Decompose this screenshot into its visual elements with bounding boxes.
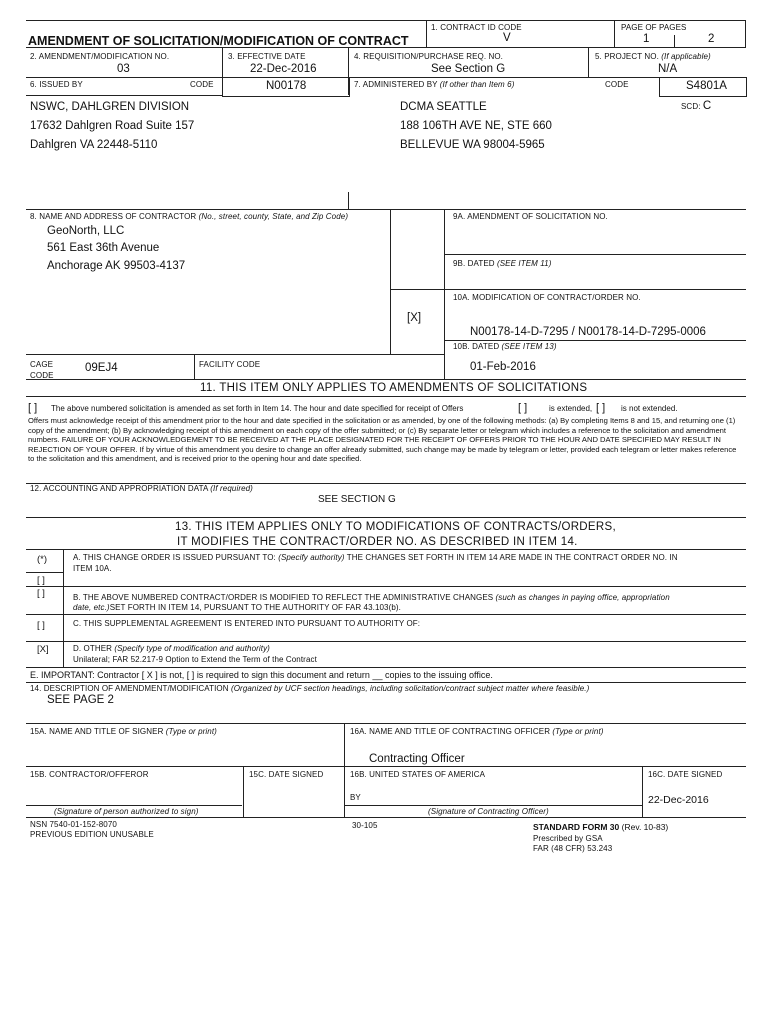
officer-signature-caption: (Signature of Contracting Officer) [428,807,549,816]
contracting-officer-value: Contracting Officer [369,753,465,765]
section-13a-text: A. THIS CHANGE ORDER IS ISSUED PURSUANT TO: (Specify authority) THE CHANGES SET FORTH IN ITEM 14 ARE MADE IN THE CONTRACT ORDER NO. IN [73,553,678,562]
section-13a-mark: (*) [37,554,48,565]
dated-10b-value: 01-Feb-2016 [470,361,536,373]
page-number: 1 [643,33,650,45]
administered-by-code: S4801A [686,80,727,92]
accounting-data-value: SEE SECTION G [318,494,396,505]
form-code: 30-105 [352,821,378,830]
issued-by-line-2: 17632 Dahlgren Road Suite 157 [30,120,195,132]
page-total: 2 [708,33,715,45]
issued-by-label: 6. ISSUED BY [30,80,83,89]
dated-9b-label: 9B. DATED (SEE ITEM 11) [453,259,552,268]
administered-by-code-label: CODE [605,80,629,89]
nsn-number: NSN 7540-01-152-8070 [30,820,117,829]
copies-count: __ [372,670,383,680]
contract-id-value: V [503,32,511,44]
project-no-label: 5. PROJECT NO. (If applicable) [595,52,711,61]
officer-date-signed-label: 16C. DATE SIGNED [648,770,723,779]
section-11-title: 11. THIS ITEM ONLY APPLIES TO AMENDMENTS OF SOLICITATIONS [200,382,588,394]
section-13-blank-checkbox[interactable]: [ ] [37,575,45,586]
amendment-no-label: 2. AMENDMENT/MODIFICATION NO. [30,52,170,61]
issued-by-line-1: NSWC, DAHLGREN DIVISION [30,101,190,113]
section-13d-checkbox[interactable]: [X] [37,644,49,655]
section-13b-text-2: date, etc.)SET FORTH IN ITEM 14, PURSUANT TO THE AUTHORITY OF FAR 43.103(b). [73,603,401,612]
contractor-signature-caption: (Signature of person authorized to sign) [54,807,199,816]
requisition-no-value: See Section G [431,63,506,75]
modification-contract-value: N00178-14-D-7295 / N00178-14-D-7295-0006 [470,326,706,338]
contractor-date-signed-label: 15C. DATE SIGNED [249,770,324,779]
section-11-line-1b: is extended, [549,404,593,413]
section-13d-text: D. OTHER (Specify type of modification and authority) [73,644,270,653]
dated-10b-label: 10B. DATED (SEE ITEM 13) [453,342,557,351]
section-13b-text: B. THE ABOVE NUMBERED CONTRACT/ORDER IS MODIFIED TO REFLECT THE ADMINISTRATIVE CHANGES (such as changes in paying office, appropriation [73,593,670,602]
contractor-offeror-label: 15B. CONTRACTOR/OFFEROR [30,770,149,779]
united-states-label: 16B. UNITED STATES OF AMERICA [350,770,486,779]
section-13-title-2: IT MODIFIES THE CONTRACT/ORDER NO. AS DESCRIBED IN ITEM 14. [177,536,578,548]
scd-label: SCD: C [681,100,712,112]
section-13-title-1: 13. THIS ITEM APPLIES ONLY TO MODIFICATIONS OF CONTRACTS/ORDERS, [175,521,616,533]
requisition-no-label: 4. REQUISITION/PURCHASE REQ. NO. [354,52,504,61]
project-no-value: N/A [658,63,678,75]
by-label: BY [350,793,361,802]
contracting-officer-label: 16A. NAME AND TITLE OF CONTRACTING OFFICER (Type or print) [350,727,604,736]
offers-not-extended-checkbox[interactable]: [ ] [596,402,606,414]
facility-code-label: FACILITY CODE [199,360,261,369]
standard-form-title: STANDARD FORM 30 (Rev. 10-83) [533,822,669,832]
section-11-line-1c: is not extended. [621,404,678,413]
amendment-no-value: 03 [117,63,130,75]
contractor-line-2: 561 East 36th Avenue [47,242,160,254]
required-checkbox[interactable]: [ ] [186,670,195,680]
solicitation-amended-checkbox[interactable]: [ ] [28,402,38,414]
prescribed-by: Prescribed by GSA [533,834,603,843]
issued-by-code-label: CODE [190,80,214,89]
offers-extended-checkbox[interactable]: [ ] [518,402,528,414]
section-13c-checkbox[interactable]: [ ] [37,620,45,631]
not-required-checkbox[interactable]: [ X ] [141,670,158,680]
issued-by-line-3: Dahlgren VA 22448-5110 [30,139,158,151]
officer-date-signed-value: 22-Dec-2016 [648,794,709,806]
previous-edition-note: PREVIOUS EDITION UNUSABLE [30,830,154,839]
issued-by-code: N00178 [266,80,307,92]
effective-date-label: 3. EFFECTIVE DATE [228,52,306,61]
form-title: AMENDMENT OF SOLICITATION/MODIFICATION OF CONTRACT [28,34,409,48]
section-13b-checkbox[interactable]: [ ] [37,588,45,599]
section-13d-authority: Unilateral; FAR 52.217-9 Option to Extend the Term of the Contract [73,655,317,664]
effective-date-value: 22-Dec-2016 [250,63,317,75]
important-line: E. IMPORTANT: Contractor [ X ] is not, [ ] is required to sign this document and return __ copies to the issuing office. [30,670,493,680]
administered-by-label: 7. ADMINISTERED BY (If other than Item 6) [354,80,515,89]
section-11-line-1a: The above numbered solicitation is amended as set forth in Item 14. The hour and date specified for receipt of Offers [51,404,464,413]
modification-contract-checkbox[interactable]: [X] [407,312,422,324]
contractor-label: 8. NAME AND ADDRESS OF CONTRACTOR (No., street, county, State, and Zip Code) [30,212,349,221]
signer-name-label: 15A. NAME AND TITLE OF SIGNER (Type or print) [30,727,217,736]
section-11-instructions: Offers must acknowledge receipt of this amendment prior to the hour and date specified in the solicitation or as amended, by one of the following methods: (a) By completing Items 8 and 15, and returning one (1) copy of the amendment; (b) By acknowledging receipt of this amendment on each copy of the offer submitted; or (c) By separate letter or telegram which includes a reference to the solicitation and amendment numbers. FAILURE OF YOUR ACKNOWLEDGEMENT TO BE RECEIVED AT THE PLACE DESIGNATED FOR THE RECEIPT OF OFFERS PRIOR TO THE HOUR AND DATE SPECIFIED MAY RESULT IN REJECTION OF YOUR OFFER. If by virtue of this amendment you desire to change an offer already submitted, such change may be made by telegram or letter, provided each telegram or letter makes reference to the solicitation and this amendment, and is received prior to the opening hour and date specified. [28,416,737,464]
contractor-line-1: GeoNorth, LLC [47,225,125,237]
page-of-pages-label: PAGE OF PAGES [621,23,687,32]
amendment-solicitation-label: 9A. AMENDMENT OF SOLICITATION NO. [453,212,608,221]
section-13a-text-2: ITEM 10A. [73,564,112,573]
contractor-line-3: Anchorage AK 99503-4137 [47,260,186,272]
far-reference: FAR (48 CFR) 53.243 [533,844,613,853]
administered-by-line-3: BELLEVUE WA 98004-5965 [400,139,545,151]
cage-label-1: CAGE [30,360,54,369]
description-label: 14. DESCRIPTION OF AMENDMENT/MODIFICATION (Organized by UCF section headings, including solicitation/contract subject matter where feasible.) [30,684,590,693]
cage-code-value: 09EJ4 [85,362,118,374]
contract-id-label: 1. CONTRACT ID CODE [431,23,522,32]
administered-by-line-1: DCMA SEATTLE [400,101,487,113]
description-value: SEE PAGE 2 [47,694,114,706]
cage-label-2: CODE [30,371,54,380]
administered-by-line-2: 188 106TH AVE NE, STE 660 [400,120,552,132]
accounting-data-label: 12. ACCOUNTING AND APPROPRIATION DATA (If required) [30,484,253,493]
section-13c-text: C. THIS SUPPLEMENTAL AGREEMENT IS ENTERED INTO PURSUANT TO AUTHORITY OF: [73,619,421,628]
modification-contract-label: 10A. MODIFICATION OF CONTRACT/ORDER NO. [453,293,641,302]
